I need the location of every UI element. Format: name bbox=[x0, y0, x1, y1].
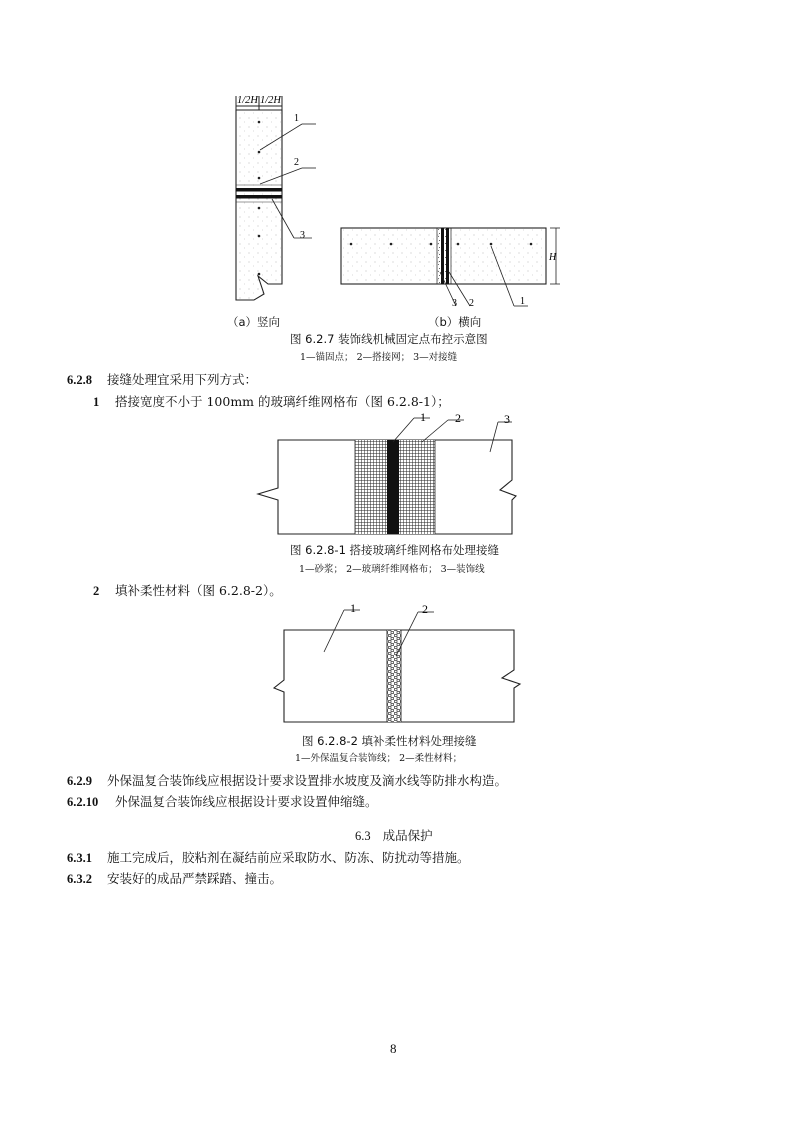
fig6282-legend: 1—外保温复合装饰线； 2—柔性材料； bbox=[295, 753, 463, 764]
item-text: 填补柔性材料（图 6.2.8-2）。 bbox=[115, 583, 282, 598]
dim-label-left: 1/2H bbox=[237, 95, 258, 106]
callout-2: 2 bbox=[294, 157, 299, 168]
clause-text: 安装好的成品严禁踩踏、撞击。 bbox=[107, 871, 283, 886]
callout-1: 1 bbox=[420, 410, 426, 424]
clause-6-2-8 bbox=[67, 370, 257, 388]
section-heading-6-3 bbox=[355, 826, 433, 844]
item-text: 搭接宽度不小于 100mm 的玻璃纤维网格布（图 6.2.8-1）； bbox=[115, 394, 450, 409]
callout-3: 3 bbox=[300, 230, 305, 241]
callout-3: 3 bbox=[504, 412, 510, 426]
dim-label-right: 1/2H bbox=[260, 95, 281, 106]
clause-number: 6.2.10 bbox=[67, 795, 99, 809]
item-number: 2 bbox=[93, 584, 100, 598]
fig6282-caption: 图 6.2.8-2 填补柔性材料处理接缝 bbox=[302, 734, 477, 748]
figure-6-2-8-2 bbox=[268, 598, 538, 732]
page-number: 8 bbox=[390, 1041, 397, 1056]
clause-text: 施工完成后，胶粘剂在凝结前应采取防水、防冻、防扰动等措施。 bbox=[107, 850, 470, 865]
horizontal-panel bbox=[341, 228, 560, 309]
figure-6-2-7 bbox=[220, 88, 580, 333]
clause-6-2-9 bbox=[67, 771, 507, 789]
section-number: 6.3 bbox=[355, 829, 371, 843]
fig627-label-b: （b）横向 bbox=[428, 315, 482, 329]
clause-6-3-2 bbox=[67, 869, 282, 887]
clause-number: 6.3.1 bbox=[67, 851, 92, 865]
callout-1: 1 bbox=[294, 113, 299, 124]
clause-number: 6.2.8 bbox=[67, 373, 92, 387]
callout-h-2: 2 bbox=[469, 298, 474, 309]
clause-number: 6.2.9 bbox=[67, 774, 92, 788]
list-item-2 bbox=[93, 581, 282, 599]
mortar-band bbox=[387, 440, 399, 534]
clause-text: 接缝处理宜采用下列方式： bbox=[107, 372, 258, 387]
callout-h-3: 3 bbox=[452, 298, 457, 309]
clause-text: 外保温复合装饰线应根据设计要求设置排水坡度及滴水线等防排水构造。 bbox=[107, 773, 508, 788]
clause-number: 6.3.2 bbox=[67, 872, 92, 886]
item-number: 1 bbox=[93, 395, 100, 409]
clause-6-2-10 bbox=[67, 792, 378, 810]
callout-h-1: 1 bbox=[520, 296, 525, 307]
clause-text: 外保温复合装饰线应根据设计要求设置伸缩缝。 bbox=[115, 794, 378, 809]
clause-6-3-1 bbox=[67, 848, 470, 866]
callout-2: 2 bbox=[455, 411, 461, 425]
fig627-legend: 1—锚固点； 2—搭接网； 3—对接缝 bbox=[300, 352, 458, 363]
vertical-panel bbox=[236, 110, 316, 300]
fig6281-legend: 1—砂浆； 2—玻璃纤维网格布； 3—装饰线 bbox=[299, 564, 485, 575]
fig627-label-a: （a）竖向 bbox=[227, 315, 281, 329]
dimension-half-h bbox=[236, 95, 282, 110]
section-title: 成品保护 bbox=[382, 828, 433, 843]
dim-label-h: H bbox=[549, 252, 557, 263]
fig6281-caption: 图 6.2.8-1 搭接玻璃纤维网格布处理接缝 bbox=[290, 543, 500, 557]
fig627-caption: 图 6.2.7 装饰线机械固定点布控示意图 bbox=[290, 332, 488, 346]
callout-2: 2 bbox=[422, 602, 428, 616]
flexible-material bbox=[387, 630, 401, 722]
callout-1: 1 bbox=[350, 601, 356, 615]
figure-6-2-8-1 bbox=[250, 408, 530, 540]
